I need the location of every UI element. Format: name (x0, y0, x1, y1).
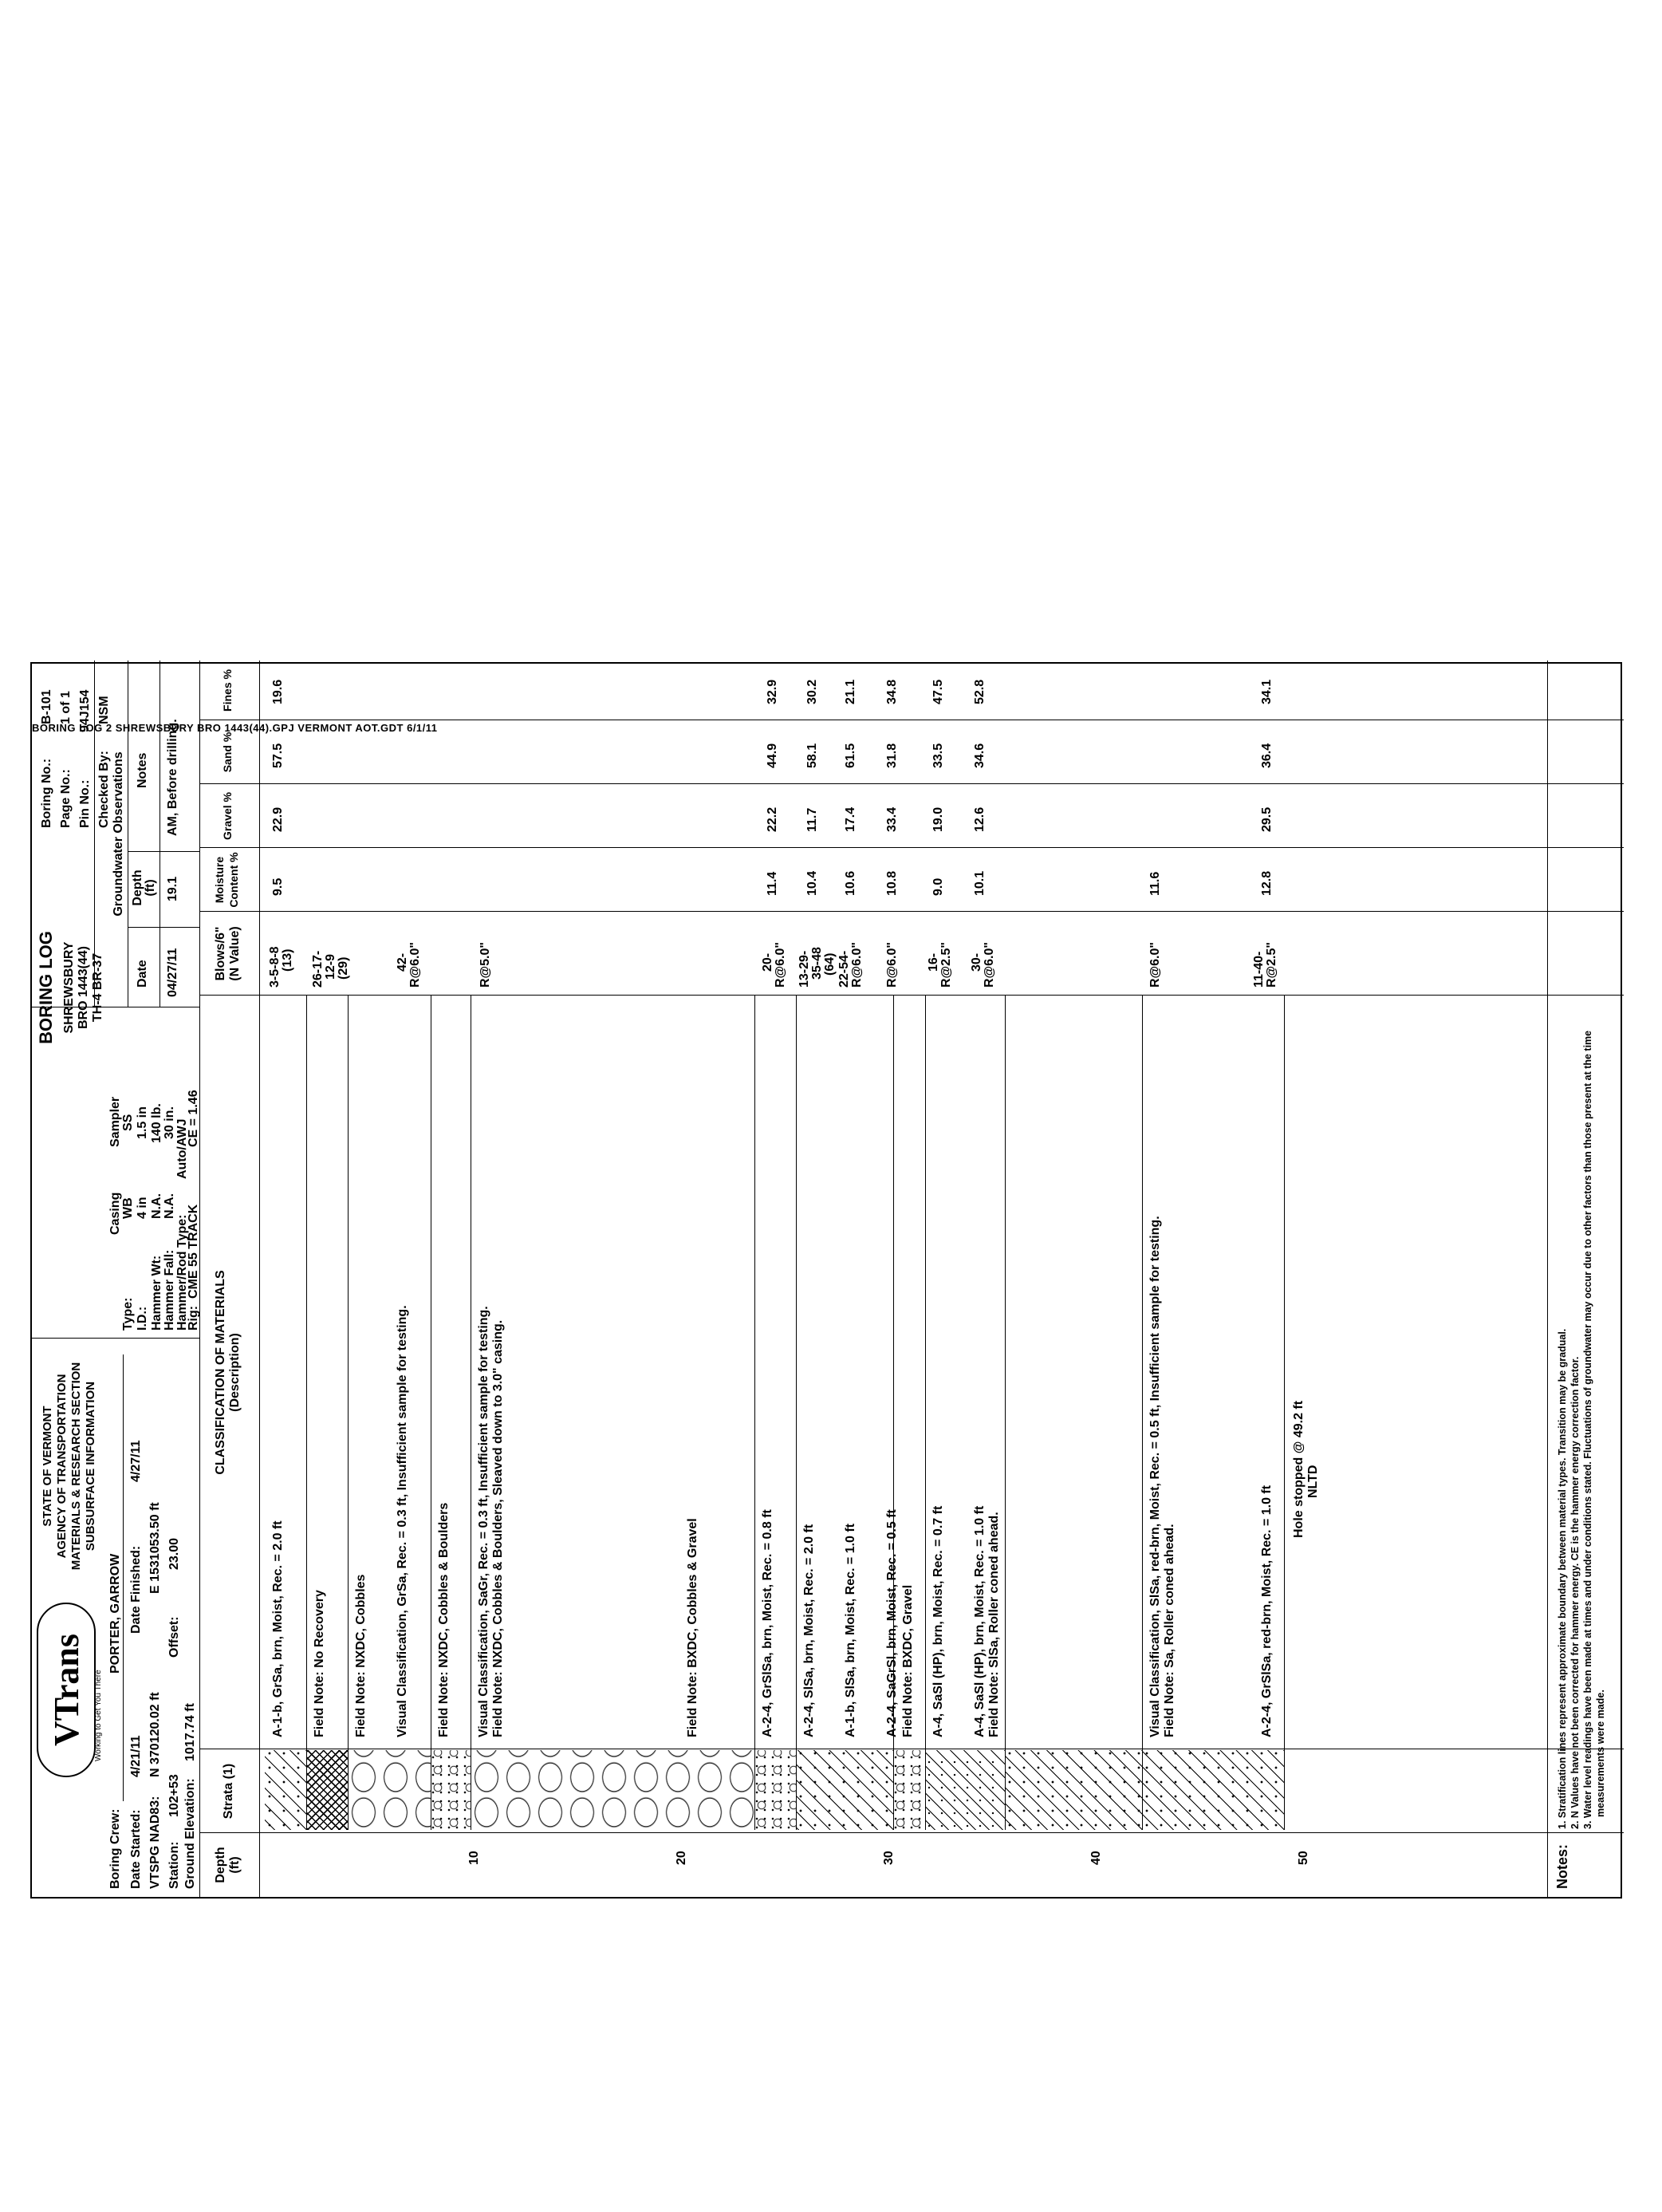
col-moisture: Moisture (213, 856, 226, 904)
hammer-wt-sampler: 140 lb. (150, 1103, 163, 1143)
fines-10: 52.8 (973, 679, 987, 704)
file-header: BORING LOG 2 SHREWSBURY BRO 1443(44).GPJ VERMONT AOT.GDT 6/1/11 (32, 722, 438, 734)
page-no-value: 1 of 1 (59, 691, 73, 724)
groundwater-title: Groundwater Observations (112, 751, 125, 917)
blows-6b: 35-48 (810, 947, 824, 980)
blows-4a: R@5.0" (479, 942, 492, 988)
depth-tick-50: 50 (1297, 1851, 1310, 1865)
col-blows-sub: (N Value) (228, 926, 242, 981)
gw-date-label: Date (136, 960, 149, 988)
sand-1: 57.5 (271, 743, 285, 768)
project-line-3: TH-4 BR-37 (91, 952, 104, 1023)
agency-line-3: MATERIALS & RESEARCH SECTION (69, 1362, 83, 1571)
gw-notes-value: AM, Before drilling. (166, 719, 179, 836)
gravel-8: 33.4 (885, 806, 899, 832)
col-classification-sub: (Description) (228, 1333, 242, 1412)
gw-notes-label: Notes (136, 752, 149, 788)
offset-value: 23.00 (167, 1537, 181, 1570)
gw-date-value: 04/27/11 (166, 948, 179, 997)
sand-6: 58.1 (805, 743, 819, 768)
note-4: measurements were made. (1595, 1690, 1606, 1817)
boring-no-label: Boring No.: (40, 758, 53, 828)
notes-title: Notes: (1554, 1843, 1570, 1889)
agency-line-2: AGENCY OF TRANSPORTATION (55, 1374, 69, 1559)
hammer-fall-label: Hammer Fall: (163, 1249, 176, 1331)
depth-tick-10: 10 (467, 1851, 481, 1865)
blows-5b: R@6.0" (774, 942, 787, 988)
desc-15: A-4, SaSl (HP), brn, Moist, Rec. = 1.0 ft (973, 1505, 987, 1737)
desc-8: Field Note: BXDC, Cobbles & Gravel (686, 1518, 699, 1737)
boring-no-value: B-101 (40, 689, 53, 724)
hole-stopped-sub: NLTD (1306, 1465, 1320, 1498)
desc-7: Field Note: NXDC, Cobbles & Boulders, Sleaved down to 3.0" casing. (491, 1319, 505, 1737)
crew-value: PORTER, GARROW (108, 1553, 122, 1674)
vtspg-label: VTSPG NAD83: (148, 1796, 162, 1889)
hammer-fall-sampler: 30 in. (163, 1106, 176, 1139)
col-sand: Sand % (221, 731, 234, 773)
col-fines: Fines % (221, 669, 234, 712)
strata-layer-1 (265, 1750, 306, 1830)
checked-by-label: Checked By: (97, 751, 111, 828)
blows-7b: R@6.0" (850, 942, 864, 988)
desc-12: A-2-4, SaGrSl, brn, Moist, Rec. = 0.5 ft (885, 1509, 899, 1737)
moisture-9: 9.0 (931, 877, 945, 896)
sampler-label: Sampler (108, 1096, 122, 1147)
col-moisture-sub: Content % (227, 852, 240, 908)
sand-5: 44.9 (766, 743, 779, 768)
moisture-12: 12.8 (1260, 870, 1274, 896)
rig-label: Rig: (187, 1305, 200, 1331)
col-blows: Blows/6" (214, 926, 227, 981)
id-casing: 4 in (136, 1197, 149, 1219)
blows-12b: R@2.5" (1265, 942, 1278, 988)
gw-depth-unit: (ft) (144, 879, 157, 897)
sand-10: 34.6 (973, 743, 987, 768)
station-label: Station: (167, 1841, 181, 1889)
casing-label: Casing (108, 1192, 122, 1235)
desc-19: A-2-4, GrSlSa, red-brn, Moist, Rec. = 1.0 ft (1260, 1485, 1274, 1737)
desc-6: Visual Classification, SaGr, Rec. = 0.3 ft, Insufficient sample for testing. (477, 1306, 490, 1737)
desc-2: Field Note: No Recovery (313, 1590, 326, 1737)
desc-13: Field Note: BXDC, Gravel (901, 1584, 915, 1737)
date-finished-value: 4/27/11 (129, 1440, 143, 1482)
blows-2b: 12-9 (324, 953, 337, 980)
type-sampler: SS (121, 1114, 135, 1131)
date-started-label: Date Started: (129, 1809, 143, 1889)
blows-1b: (13) (281, 948, 294, 972)
type-label: Type: (121, 1297, 135, 1331)
desc-18: Field Note: Sa, Roller coned ahead. (1163, 1524, 1176, 1737)
fines-5: 32.9 (766, 679, 779, 704)
gw-depth-value: 19.1 (166, 876, 179, 901)
desc-11: A-1-b, SlSa, brn, Moist, Rec. = 1.0 ft (844, 1523, 857, 1737)
blows-2a: 26-17- (311, 950, 325, 988)
easting-value: E 1531053.50 ft (148, 1502, 162, 1594)
rod-type-label: Hammer/Rod Type: (175, 1214, 189, 1331)
gravel-6: 11.7 (805, 807, 819, 832)
strata-layer-3 (348, 1750, 431, 1830)
fines-8: 34.8 (885, 679, 899, 704)
moisture-5: 11.4 (766, 871, 779, 896)
id-label: I.D.: (136, 1306, 149, 1331)
date-started-value: 4/21/11 (129, 1735, 143, 1777)
sand-9: 33.5 (931, 743, 945, 768)
strata-layer-11 (1142, 1750, 1284, 1830)
col-depth-unit: (ft) (228, 1856, 242, 1874)
gravel-12: 29.5 (1260, 806, 1274, 832)
blows-10b: R@6.0" (983, 942, 996, 988)
blows-6a: 13-29- (798, 950, 811, 988)
ground-elev-value: 1017.74 ft (183, 1703, 197, 1761)
fines-9: 47.5 (931, 679, 945, 704)
fines-1: 19.6 (271, 679, 285, 704)
sand-7: 61.5 (844, 743, 857, 768)
col-depth: Depth (214, 1847, 227, 1883)
note-3: 3. Water level readings have been made at times and under conditions stated. Fluctuations of groundwater may occur due to other factors than those present at the time (1582, 1030, 1593, 1829)
station-value: 102+53 (167, 1774, 181, 1817)
blows-3a: 42- (396, 952, 409, 972)
depth-tick-30: 30 (882, 1851, 896, 1865)
desc-9: A-2-4, GrSlSa, brn, Moist, Rec. = 0.8 ft (761, 1509, 774, 1737)
gravel-7: 17.4 (844, 806, 857, 832)
fines-12: 34.1 (1260, 679, 1274, 704)
strata-layer-9 (925, 1750, 1005, 1830)
hole-stopped: Hole stopped @ 49.2 ft (1292, 1400, 1306, 1538)
ground-elev-label: Ground Elevation: (183, 1778, 197, 1889)
desc-16: Field Note: SlSa, Roller coned ahead. (987, 1512, 1001, 1737)
moisture-6: 10.4 (805, 870, 819, 896)
blows-6c: (64) (823, 952, 837, 976)
gravel-5: 22.2 (766, 806, 779, 832)
moisture-8: 10.8 (885, 870, 899, 896)
rod-type-value: Auto/AWJ (175, 1118, 189, 1179)
desc-4: Visual Classification, GrSa, Rec. = 0.3 ft, Insufficient sample for testing. (396, 1305, 409, 1737)
blows-9b: R@2.5" (939, 942, 953, 988)
hammer-wt-casing: N.A. (150, 1193, 163, 1219)
logo-letters: VTrans (46, 1634, 86, 1746)
strata-layer-2 (306, 1750, 348, 1830)
col-gravel: Gravel % (221, 792, 234, 840)
ce-value: CE = 1.46 (187, 1090, 200, 1147)
desc-10: A-2-4, SlSa, brn, Moist, Rec. = 2.0 ft (802, 1524, 816, 1737)
blows-7a: 22-54- (837, 950, 851, 988)
sand-8: 31.8 (885, 743, 899, 768)
moisture-10: 10.1 (973, 870, 987, 896)
desc-14: A-4, SaSl (HP), brn, Moist, Rec. = 0.7 ft (931, 1505, 945, 1737)
agency-line-1: STATE OF VERMONT (41, 1406, 54, 1527)
strata-layer-10 (1005, 1750, 1142, 1830)
strata-layer-6 (754, 1750, 796, 1830)
blows-10a: 30- (970, 952, 983, 972)
col-classification: CLASSIFICATION OF MATERIALS (214, 1270, 227, 1475)
moisture-1: 9.5 (271, 877, 285, 896)
gravel-10: 12.6 (973, 806, 987, 832)
note-1: 1. Stratification lines represent approximate boundary between material types. Transition may be gradual. (1557, 1328, 1568, 1829)
logo-tagline: Working to Get You There (94, 1670, 103, 1761)
agency-line-4: SUBSURFACE INFORMATION (84, 1381, 97, 1552)
project-line-2: BRO 1443(44) (77, 945, 90, 1030)
blows-2c: (29) (337, 956, 350, 980)
strata-layer-8 (893, 1750, 925, 1830)
type-casing: WB (121, 1197, 135, 1219)
depth-tick-20: 20 (675, 1851, 688, 1865)
desc-17: Visual Classification, SlSa, red-brn, Moist, Rec. = 0.5 ft, Insufficient sample for testing. (1148, 1216, 1162, 1737)
date-finished-label: Date Finished: (129, 1545, 143, 1634)
offset-label: Offset: (167, 1616, 181, 1658)
boring-log-sheet (30, 662, 1622, 1899)
strata-layer-5 (471, 1750, 754, 1830)
blows-5a: 20- (761, 952, 774, 972)
checked-by-value: NSM (97, 696, 111, 724)
blows-3b: R@6.0" (408, 942, 422, 988)
sheet-frame (30, 662, 1622, 1899)
blows-1a: 3-5-8-8 (268, 946, 282, 988)
blows-11a: R@6.0" (1148, 942, 1162, 988)
blows-9a: 16- (927, 952, 940, 972)
moisture-11: 11.6 (1148, 871, 1162, 896)
gw-depth-label: Depth (131, 869, 144, 906)
rig-value: CME 55 TRACK (187, 1204, 200, 1299)
hammer-fall-casing: N.A. (163, 1193, 176, 1219)
gravel-9: 19.0 (931, 806, 945, 832)
col-strata: Strata (1) (222, 1763, 235, 1820)
note-2: 2. N Values have not been corrected for hammer energy. CE is the hammer energy correction factor. (1569, 1356, 1581, 1829)
moisture-7: 10.6 (844, 870, 857, 896)
pin-no-value: 94J154 (78, 689, 92, 732)
depth-tick-40: 40 (1089, 1851, 1103, 1865)
crew-label: Boring Crew: (108, 1808, 122, 1889)
strata-layer-4 (431, 1750, 471, 1830)
pin-no-label: Pin No.: (78, 779, 92, 828)
hammer-wt-label: Hammer Wt: (150, 1255, 163, 1331)
gravel-1: 22.9 (271, 806, 285, 832)
page-no-label: Page No.: (59, 769, 73, 828)
project-line-1: SHREWSBURY (62, 941, 76, 1034)
blows-12a: 11-40- (1252, 951, 1266, 988)
fines-6: 30.2 (805, 679, 819, 704)
boring-log-title: BORING LOG (36, 931, 56, 1044)
strata-layer-7 (796, 1750, 893, 1830)
desc-3: Field Note: NXDC, Cobbles (354, 1574, 368, 1737)
sand-12: 36.4 (1260, 743, 1274, 768)
desc-1: A-1-b, GrSa, brn, Moist, Rec. = 2.0 ft (271, 1520, 285, 1737)
desc-5: Field Note: NXDC, Cobbles & Boulders (437, 1502, 451, 1737)
fines-7: 21.1 (844, 679, 857, 704)
vtrans-logo (37, 1603, 96, 1777)
northing-value: N 370120.02 ft (148, 1692, 162, 1777)
blows-8a: R@6.0" (885, 942, 899, 988)
id-sampler: 1.5 in (136, 1106, 149, 1139)
